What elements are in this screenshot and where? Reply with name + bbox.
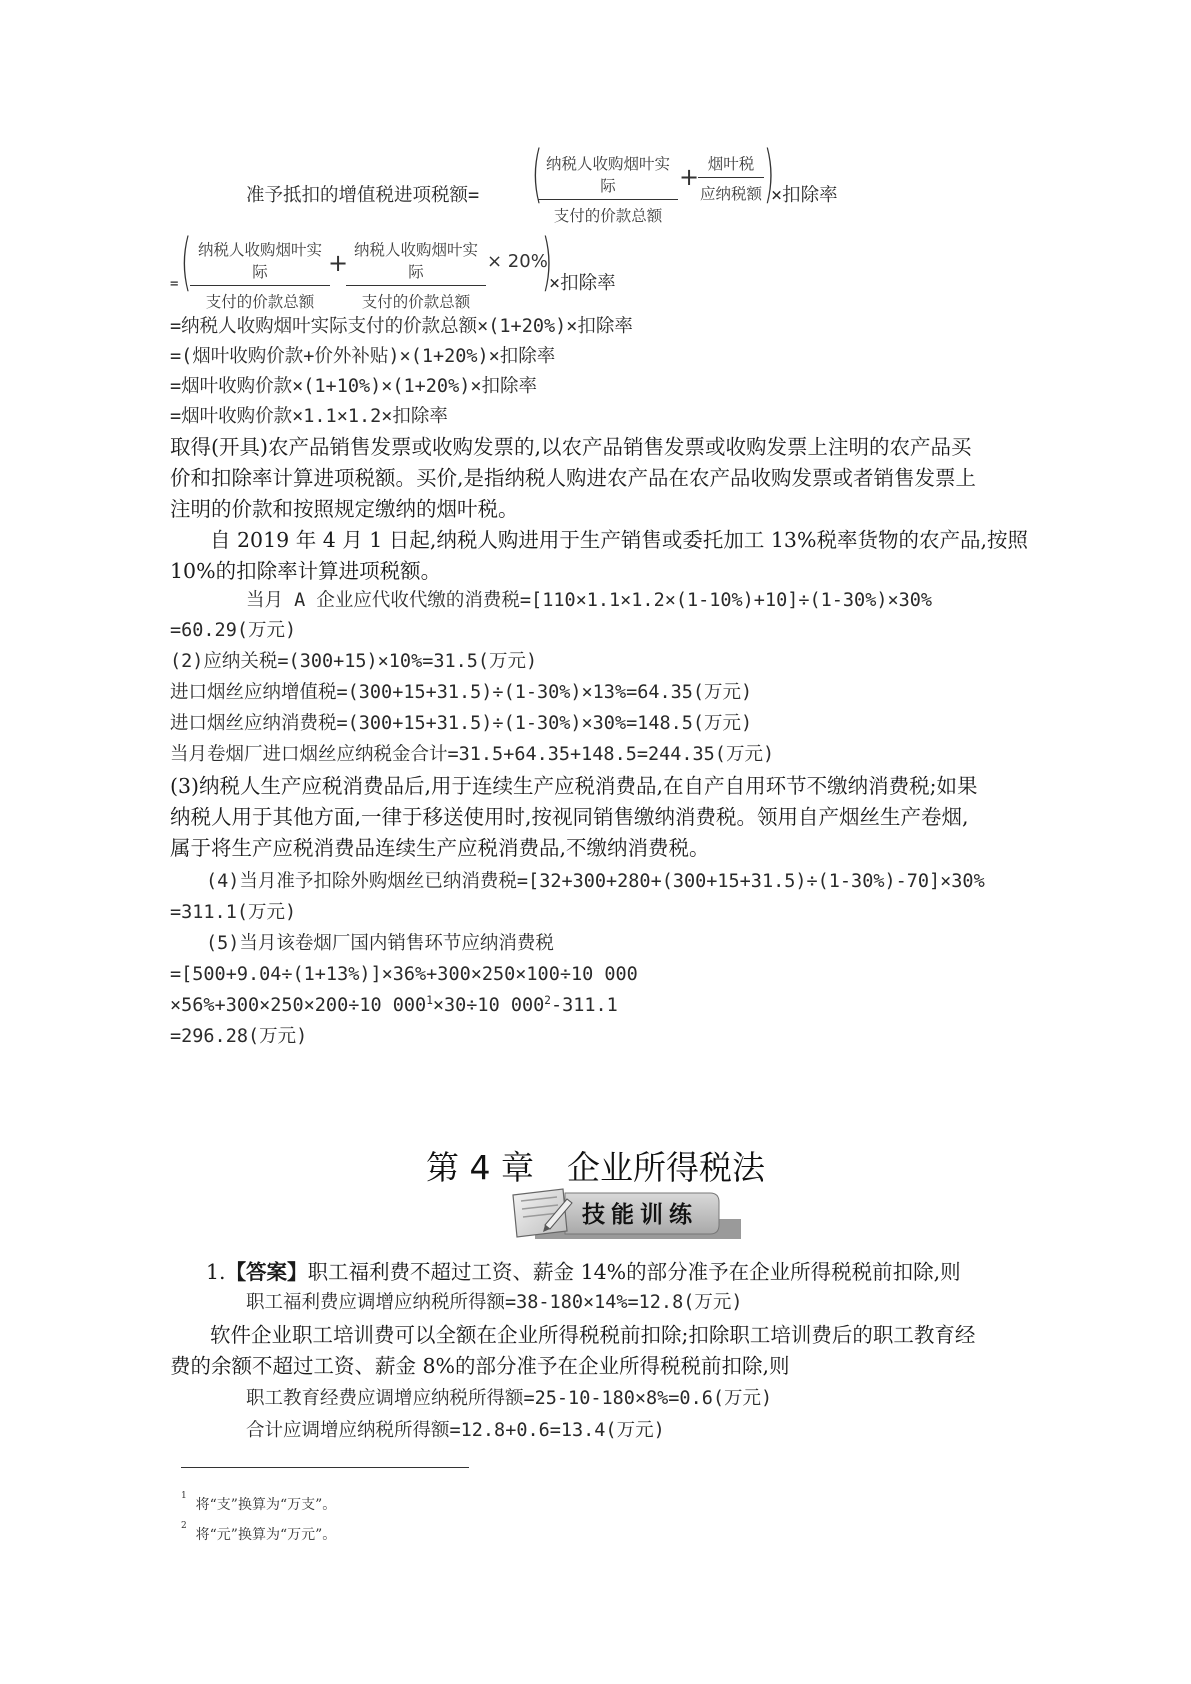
paragraph-2-line-1: 自 2019 年 4 月 1 日起,纳税人购进用于生产销售或委托加工 13%税率货物的农产品,按照 <box>210 528 1028 552</box>
fraction-3-numerator: 纳税人收购烟叶实际 <box>197 241 322 281</box>
calc-line-8: =311.1(万元) <box>170 902 297 923</box>
answer-1-line-1 <box>206 1262 961 1283</box>
answer-number: 1. <box>206 1260 226 1284</box>
paragraph-1-line-3: 注明的价款和按照规定缴纳的烟叶税。 <box>170 497 519 521</box>
paragraph-3-line-2: 纳税人用于其他方面,一律于移送使用时,按视同销售缴纳消费税。领用自产烟丝生产卷烟, <box>170 805 969 829</box>
footnote-1 <box>181 1491 337 1514</box>
calc-line-4: 进口烟丝应纳增值税=(300+15+31.5)÷(1-30%)×13%=64.35(万元) <box>170 682 753 703</box>
left-paren-icon: ( <box>531 137 543 210</box>
answer-calc-1: 职工福利费应调增应纳税所得额=38-180×14%=12.8(万元) <box>246 1292 743 1313</box>
answer-1-text: 职工福利费不超过工资、薪金 14%的部分准予在企业所得税税前扣除,则 <box>307 1260 961 1284</box>
calc-line-12: =296.28(万元) <box>170 1026 308 1047</box>
calc-line-9: (5)当月该卷烟厂国内销售环节应纳消费税 <box>206 933 554 954</box>
calc-line-11-part-2: ×30÷10 000 <box>432 995 545 1016</box>
formula-equals: = <box>170 276 179 292</box>
footnote-1-text: 将“支”换算为“万支”。 <box>195 1497 337 1513</box>
fraction-1-denominator: 支付的价款总额 <box>538 199 678 226</box>
left-paren-icon: ( <box>180 225 192 298</box>
derivation-line-4: =烟叶收购价款×1.1×1.2×扣除率 <box>170 406 448 427</box>
fraction-1 <box>538 152 678 226</box>
formula-label: 准予抵扣的增值税进项税额= <box>246 185 480 206</box>
footnote-2-text: 将“元”换算为“万元”。 <box>195 1527 337 1543</box>
paragraph-2-line-2: 10%的扣除率计算进项税额。 <box>170 559 442 583</box>
plus-sign: + <box>328 249 349 277</box>
fraction-2-numerator: 烟叶税 <box>707 155 755 173</box>
calc-line-11-part-1: ×56%+300×250×200÷10 000 <box>170 995 427 1016</box>
fraction-4-numerator: 纳税人收购烟叶实际 <box>353 241 478 281</box>
paragraph-1-line-2: 价和扣除率计算进项税额。买价,是指纳税人购进农产品在农产品收购发票或者销售发票上 <box>170 466 977 490</box>
answer-paragraph-line-2: 费的余额不超过工资、薪金 8%的部分准予在企业所得税税前扣除,则 <box>170 1354 790 1378</box>
paragraph-1-line-1: 取得(开具)农产品销售发票或收购发票的,以农产品销售发票或收购发票上注明的农产品买 <box>170 435 972 459</box>
fraction-1-numerator: 纳税人收购烟叶实际 <box>545 155 670 195</box>
calc-line-7: (4)当月准予扣除外购烟丝已纳消费税=[32+300+280+(300+15+31.5)÷(1-30%)-70]×30% <box>206 871 985 892</box>
derivation-line-3: =烟叶收购价款×(1+10%)×(1+20%)×扣除率 <box>170 376 537 397</box>
times-20-percent: × 20% <box>487 251 548 272</box>
fraction-2 <box>698 152 764 204</box>
fraction-3 <box>190 238 330 312</box>
footnote-2-mark: 2 <box>181 1521 187 1531</box>
formula-tail-2: ×扣除率 <box>549 273 616 294</box>
right-paren-icon: ) <box>541 225 553 298</box>
fraction-2-denominator: 应纳税额 <box>698 177 764 204</box>
calc-line-2: =60.29(万元) <box>170 620 297 641</box>
paragraph-3-line-1: (3)纳税人生产应税消费品后,用于连续生产应税消费品,在自产自用环节不缴纳消费税;如果 <box>170 774 978 798</box>
calc-line-11 <box>170 994 618 1016</box>
derivation-line-2: =(烟叶收购价款+价外补贴)×(1+20%)×扣除率 <box>170 346 556 367</box>
plus-sign: + <box>679 163 700 191</box>
calc-line-10: =[500+9.04÷(1+13%)]×36%+300×250×100÷10 000 <box>170 964 638 985</box>
calc-line-5: 进口烟丝应纳消费税=(300+15+31.5)÷(1-30%)×30%=148.5(万元) <box>170 713 753 734</box>
calc-line-1: 当月 A 企业应代收代缴的消费税=[110×1.1×1.2×(1-10%)+10]÷(1-30%)×30% <box>246 590 933 611</box>
footnote-ref-2[interactable]: 2 <box>544 994 551 1007</box>
footnote-2 <box>181 1521 337 1544</box>
derivation-line-1: =纳税人收购烟叶实际支付的价款总额×(1+20%)×扣除率 <box>170 316 633 337</box>
chapter-title: 第 4 章 企业所得税法 <box>426 1148 765 1187</box>
calc-line-3: (2)应纳关税=(300+15)×10%=31.5(万元) <box>170 651 538 672</box>
footnote-ref-1[interactable]: 1 <box>426 994 433 1007</box>
right-paren-icon: ) <box>763 137 775 210</box>
fraction-3-denominator: 支付的价款总额 <box>190 285 330 312</box>
answer-tag: 【答案】 <box>225 1260 308 1284</box>
footnote-1-mark: 1 <box>181 1491 187 1501</box>
badge-label: 技能训练 <box>582 1202 698 1228</box>
fraction-4 <box>346 238 486 312</box>
calc-line-11-part-3: -311.1 <box>550 995 618 1016</box>
fraction-4-denominator: 支付的价款总额 <box>346 285 486 312</box>
formula-tail-1: ×扣除率 <box>771 185 838 206</box>
skill-training-badge <box>505 1185 745 1242</box>
answer-calc-2: 职工教育经费应调增应纳税所得额=25-10-180×8%=0.6(万元) <box>246 1388 773 1409</box>
paragraph-3-line-3: 属于将生产应税消费品连续生产应税消费品,不缴纳消费税。 <box>170 836 710 860</box>
footnote-divider <box>181 1467 469 1468</box>
answer-paragraph-line-1: 软件企业职工培训费可以全额在企业所得税税前扣除;扣除职工培训费后的职工教育经 <box>210 1323 976 1347</box>
answer-calc-3: 合计应调增应纳税所得额=12.8+0.6=13.4(万元) <box>246 1420 665 1441</box>
calc-line-6: 当月卷烟厂进口烟丝应纳税金合计=31.5+64.35+148.5=244.35(万元) <box>170 744 775 765</box>
